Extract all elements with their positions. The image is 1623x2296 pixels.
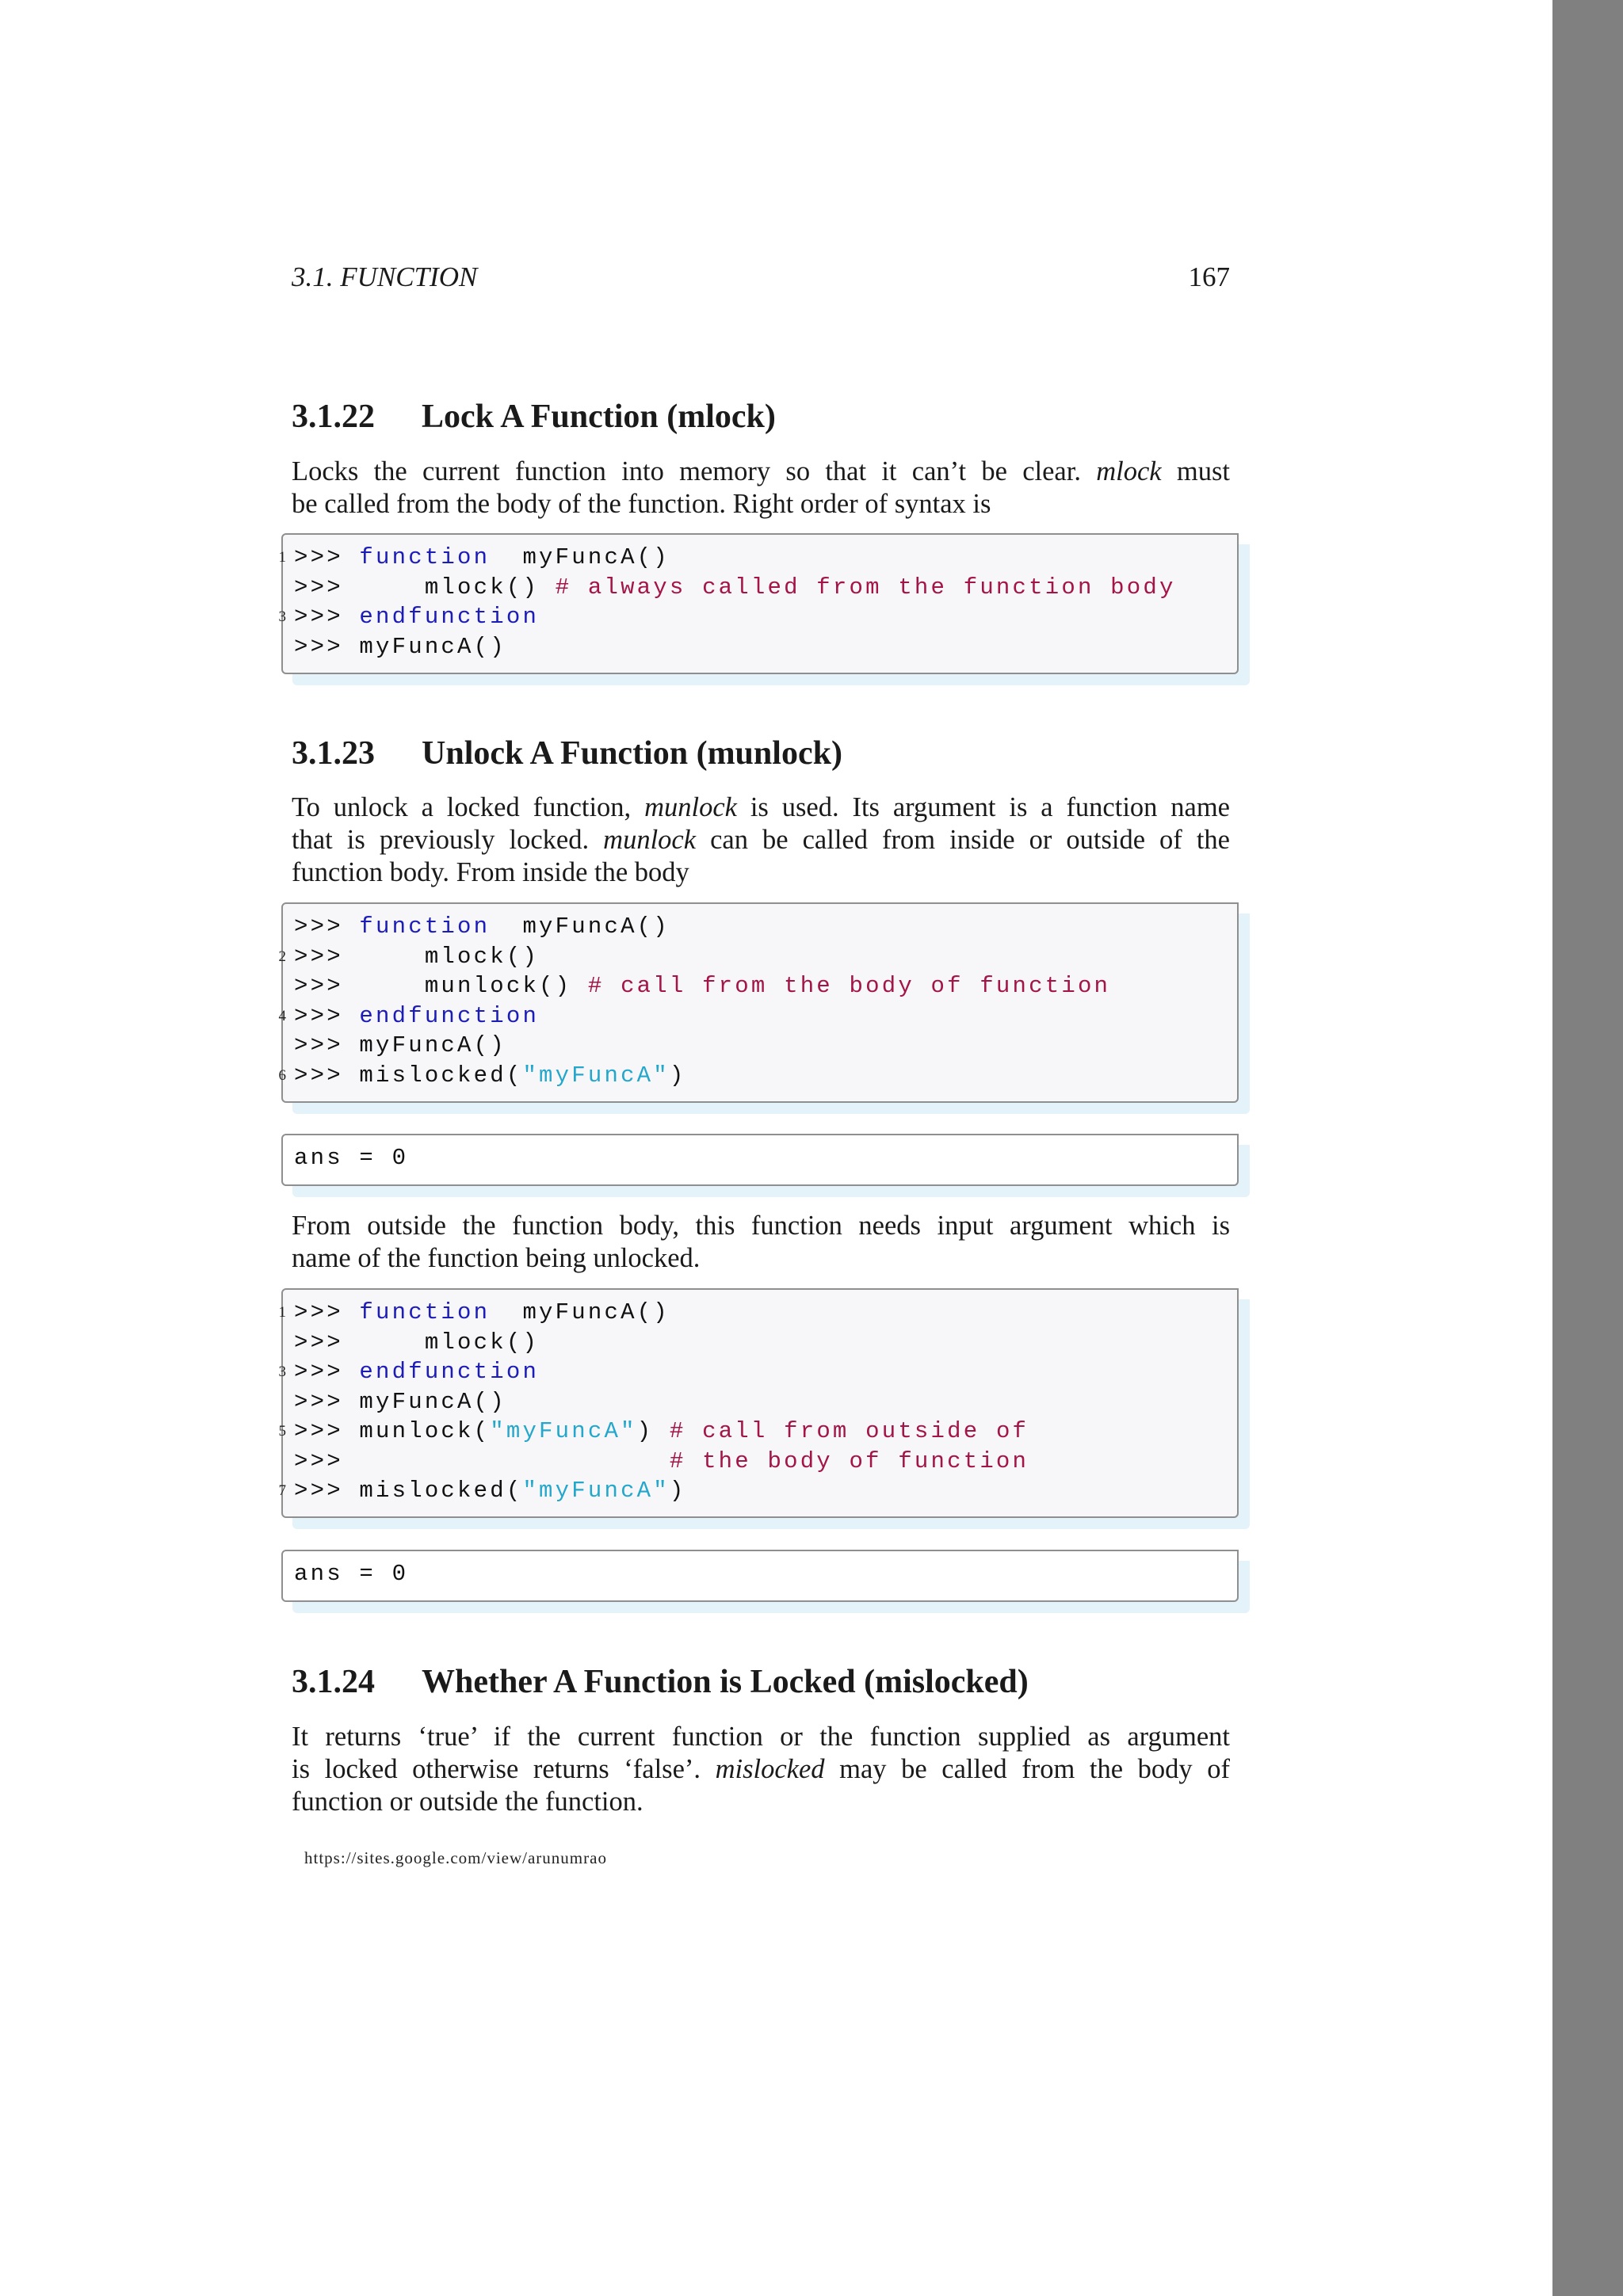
output-block (281, 1550, 1239, 1602)
section-title: Lock A Function (mlock) (422, 399, 776, 435)
line-number: 3 (278, 1363, 286, 1380)
code-string: "myFuncA" (522, 1062, 670, 1089)
code-text: >>> (294, 1359, 360, 1385)
code-line (278, 1417, 1029, 1446)
code-text: ) (669, 1062, 686, 1089)
code-block (278, 533, 1239, 674)
paragraph-line (292, 791, 1230, 824)
code-string: "myFuncA" (522, 1478, 670, 1504)
text-run: Locks the current function into memory so that it can’t be clear. (292, 456, 1097, 486)
paragraph-line (292, 456, 1230, 488)
paragraph-line (292, 824, 1230, 856)
code-line (278, 942, 540, 971)
line-number: 6 (278, 1066, 286, 1084)
code-text: >>> mlock() (294, 1329, 540, 1356)
code-text: myFuncA() (490, 544, 670, 570)
text-run: To unlock a locked function, (292, 792, 645, 822)
code-comment: # the body of function (669, 1447, 1029, 1474)
code-line (278, 1061, 686, 1090)
code-text: >>> (294, 544, 360, 570)
paragraph (292, 791, 1230, 889)
line-number: 4 (278, 1007, 286, 1024)
code-text: >>> (294, 1299, 360, 1325)
code-line (278, 1357, 540, 1386)
output-block (281, 1134, 1239, 1186)
code-keyword: function (359, 913, 491, 940)
code-text: >>> mlock() (294, 574, 556, 601)
code-text: >>> myFuncA() (294, 1032, 506, 1058)
code-text: ) (669, 1478, 686, 1504)
code-text: >>> (294, 1447, 670, 1474)
paragraph-line (292, 1786, 1230, 1818)
code-text: ans = 0 (294, 1145, 409, 1171)
line-number: 7 (278, 1482, 286, 1499)
section-title: Unlock A Function (munlock) (422, 735, 842, 772)
paragraph-line (292, 488, 1230, 521)
code-text: >>> myFuncA() (294, 1388, 506, 1415)
emphasized-term: mislocked (715, 1754, 825, 1784)
code-line (278, 543, 670, 572)
code-line (294, 1387, 506, 1417)
code-line (278, 1476, 686, 1505)
text-run: can be called from inside or outside of the (696, 825, 1230, 855)
text-run: be called from the body of the function. Right order of syntax is (292, 489, 991, 519)
text-run: function or outside the function. (292, 1787, 643, 1817)
line-number: 3 (278, 608, 286, 625)
code-line (294, 1559, 408, 1589)
footer-url: https://sites.google.com/view/arunumrao (304, 1848, 607, 1867)
section-heading-3-1-22 (292, 398, 776, 436)
paragraph-line (292, 1721, 1230, 1753)
text-run: It returns ‘true’ if the current function or the function supplied as argument (292, 1722, 1230, 1752)
section-heading-3-1-23 (292, 734, 842, 772)
code-line (294, 573, 1176, 602)
code-keyword: endfunction (359, 604, 540, 630)
section-title: Whether A Function is Locked (mislocked) (422, 1664, 1029, 1700)
code-line (294, 1143, 408, 1173)
page-number: 167 (1188, 261, 1230, 292)
code-line (294, 632, 506, 662)
code-text: ans = 0 (294, 1561, 409, 1587)
code-text: >>> mislocked( (294, 1478, 523, 1504)
code-keyword: endfunction (359, 1002, 540, 1029)
code-keyword: endfunction (359, 1359, 540, 1385)
code-comment: # always called from the function body (555, 574, 1176, 601)
text-run: name of the function being unlocked. (292, 1243, 701, 1273)
text-run: must (1161, 456, 1230, 486)
paragraph (292, 1721, 1230, 1818)
code-line (294, 912, 670, 941)
section-number: 3.1.24 (292, 1664, 375, 1700)
code-text: >>> mlock() (294, 943, 540, 970)
code-text: >>> munlock() (294, 973, 588, 999)
page-margin-bar (1552, 0, 1623, 2296)
code-text: >>> munlock( (294, 1418, 491, 1444)
emphasized-term: mlock (1096, 456, 1162, 486)
text-run: may be called from the body of (824, 1754, 1230, 1784)
text-run: that is previously locked. (292, 825, 604, 855)
code-text: >>> mislocked( (294, 1062, 523, 1089)
code-keyword: function (359, 544, 491, 570)
code-text: >>> (294, 604, 360, 630)
code-text: myFuncA() (490, 913, 670, 940)
running-title: 3.1. FUNCTION (292, 261, 478, 292)
line-number: 2 (278, 948, 286, 965)
line-number: 1 (278, 549, 286, 566)
code-comment: # call from the body of function (587, 973, 1111, 999)
paragraph-line (292, 1210, 1230, 1242)
code-text: myFuncA() (490, 1299, 670, 1325)
code-line (278, 602, 540, 631)
emphasized-term: munlock (644, 792, 737, 822)
line-number: 1 (278, 1304, 286, 1321)
code-line (278, 1298, 670, 1327)
code-keyword: function (359, 1299, 491, 1325)
text-run: is locked otherwise returns ‘false’. (292, 1754, 716, 1784)
code-text: ) (636, 1418, 670, 1444)
code-line (294, 1031, 506, 1060)
code-string: "myFuncA" (490, 1418, 637, 1444)
paragraph-line (292, 1242, 1230, 1275)
code-comment: # call from outside of (669, 1418, 1029, 1444)
text-run: function body. From inside the body (292, 857, 689, 887)
section-heading-3-1-24 (292, 1663, 1029, 1701)
code-line (278, 1001, 540, 1031)
paragraph (292, 1210, 1230, 1275)
code-line (294, 1328, 539, 1357)
code-block (278, 1288, 1239, 1518)
line-number: 5 (278, 1423, 286, 1440)
paragraph-line (292, 1753, 1230, 1786)
code-text: >>> (294, 913, 360, 940)
text-run: From outside the function body, this function needs input argument which is (292, 1211, 1230, 1241)
code-line (294, 971, 1110, 1001)
section-number: 3.1.22 (292, 399, 375, 435)
section-number: 3.1.23 (292, 735, 375, 772)
code-text: >>> myFuncA() (294, 633, 506, 660)
text-run: is used. Its argument is a function name (736, 792, 1230, 822)
paragraph-line (292, 856, 1230, 889)
code-block (278, 902, 1239, 1103)
emphasized-term: munlock (603, 825, 697, 855)
code-line (294, 1447, 1029, 1476)
code-text: >>> (294, 1002, 360, 1029)
paragraph (292, 456, 1230, 521)
